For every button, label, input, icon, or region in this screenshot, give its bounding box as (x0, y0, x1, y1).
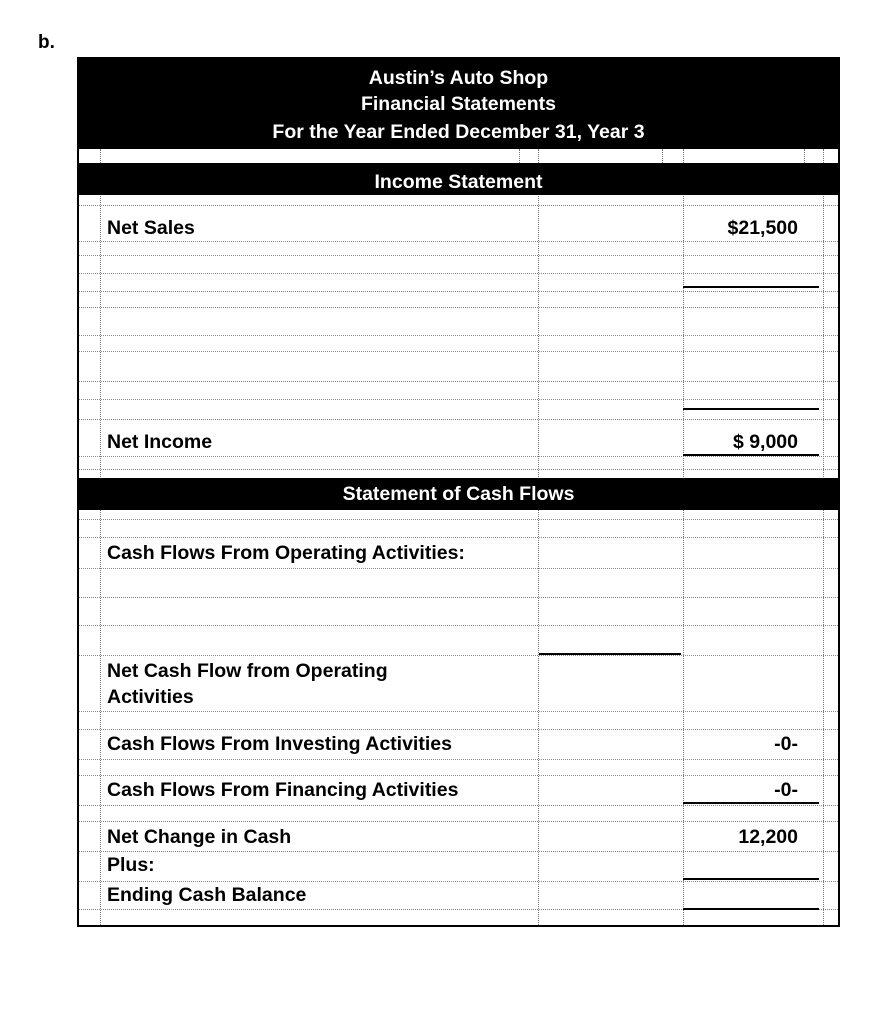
subtotal-underline (539, 653, 681, 655)
grid-hline (79, 335, 838, 336)
net-sales-label: Net Sales (107, 217, 195, 239)
grid-hline (79, 568, 838, 569)
financing-activities-label: Cash Flows From Financing Activities (107, 779, 459, 801)
grid-hline (79, 291, 838, 292)
grid-hline (79, 805, 838, 806)
company-name: Austin’s Auto Shop (368, 67, 549, 89)
investing-activities-value: -0- (774, 733, 798, 755)
grid-hline (79, 351, 838, 352)
statement-title-block (79, 59, 838, 149)
grid-vline (662, 149, 663, 163)
net-operating-label-line2: Activities (107, 686, 194, 708)
grid-vline (538, 149, 539, 927)
statement-period: For the Year Ended December 31, Year 3 (272, 121, 645, 143)
statement-title: Financial Statements (360, 93, 557, 115)
grid-vline (823, 149, 824, 927)
grid-vline (100, 149, 101, 927)
grid-hline (79, 419, 838, 420)
total-underline (683, 908, 819, 910)
grid-hline (79, 625, 838, 626)
grid-hline (79, 655, 838, 656)
part-label: b. (38, 32, 55, 53)
grid-hline (79, 307, 838, 308)
grid-hline (79, 255, 838, 256)
grid-vline (519, 149, 520, 163)
grid-hline (79, 821, 838, 822)
net-change-value: 12,200 (738, 826, 798, 848)
subtotal-underline (683, 878, 819, 880)
grid-hline (79, 851, 838, 852)
plus-label: Plus: (107, 854, 155, 876)
grid-hline (79, 273, 838, 274)
net-change-label: Net Change in Cash (107, 826, 292, 848)
cash-flows-header: Statement of Cash Flows (79, 478, 838, 510)
net-operating-label-line1: Net Cash Flow from Operating (107, 660, 388, 682)
grid-hline (79, 399, 838, 400)
income-statement-header: Income Statement (79, 163, 838, 195)
grid-hline (79, 456, 838, 457)
grid-hline (79, 205, 838, 206)
grid-hline (79, 519, 838, 520)
grid-hline (79, 597, 838, 598)
grid-vline (683, 149, 684, 927)
grid-hline (79, 241, 838, 242)
grid-hline (79, 729, 838, 730)
subtotal-underline (683, 802, 819, 804)
grid-hline (79, 381, 838, 382)
net-sales-value: $21,500 (727, 217, 798, 239)
operating-activities-header: Cash Flows From Operating Activities: (107, 542, 465, 564)
investing-activities-label: Cash Flows From Investing Activities (107, 733, 452, 755)
grid-hline (79, 711, 838, 712)
grid-vline (804, 149, 805, 163)
subtotal-underline (683, 286, 819, 288)
financial-statements-worksheet (77, 57, 840, 927)
ending-cash-label: Ending Cash Balance (107, 884, 307, 906)
grid-hline (79, 775, 838, 776)
subtotal-underline (683, 408, 819, 410)
net-income-value: $ 9,000 (732, 431, 798, 453)
grid-hline (79, 759, 838, 760)
net-income-label: Net Income (107, 431, 213, 453)
grid-hline (79, 537, 838, 538)
financing-activities-value: -0- (774, 779, 798, 801)
grid-hline (79, 469, 838, 470)
